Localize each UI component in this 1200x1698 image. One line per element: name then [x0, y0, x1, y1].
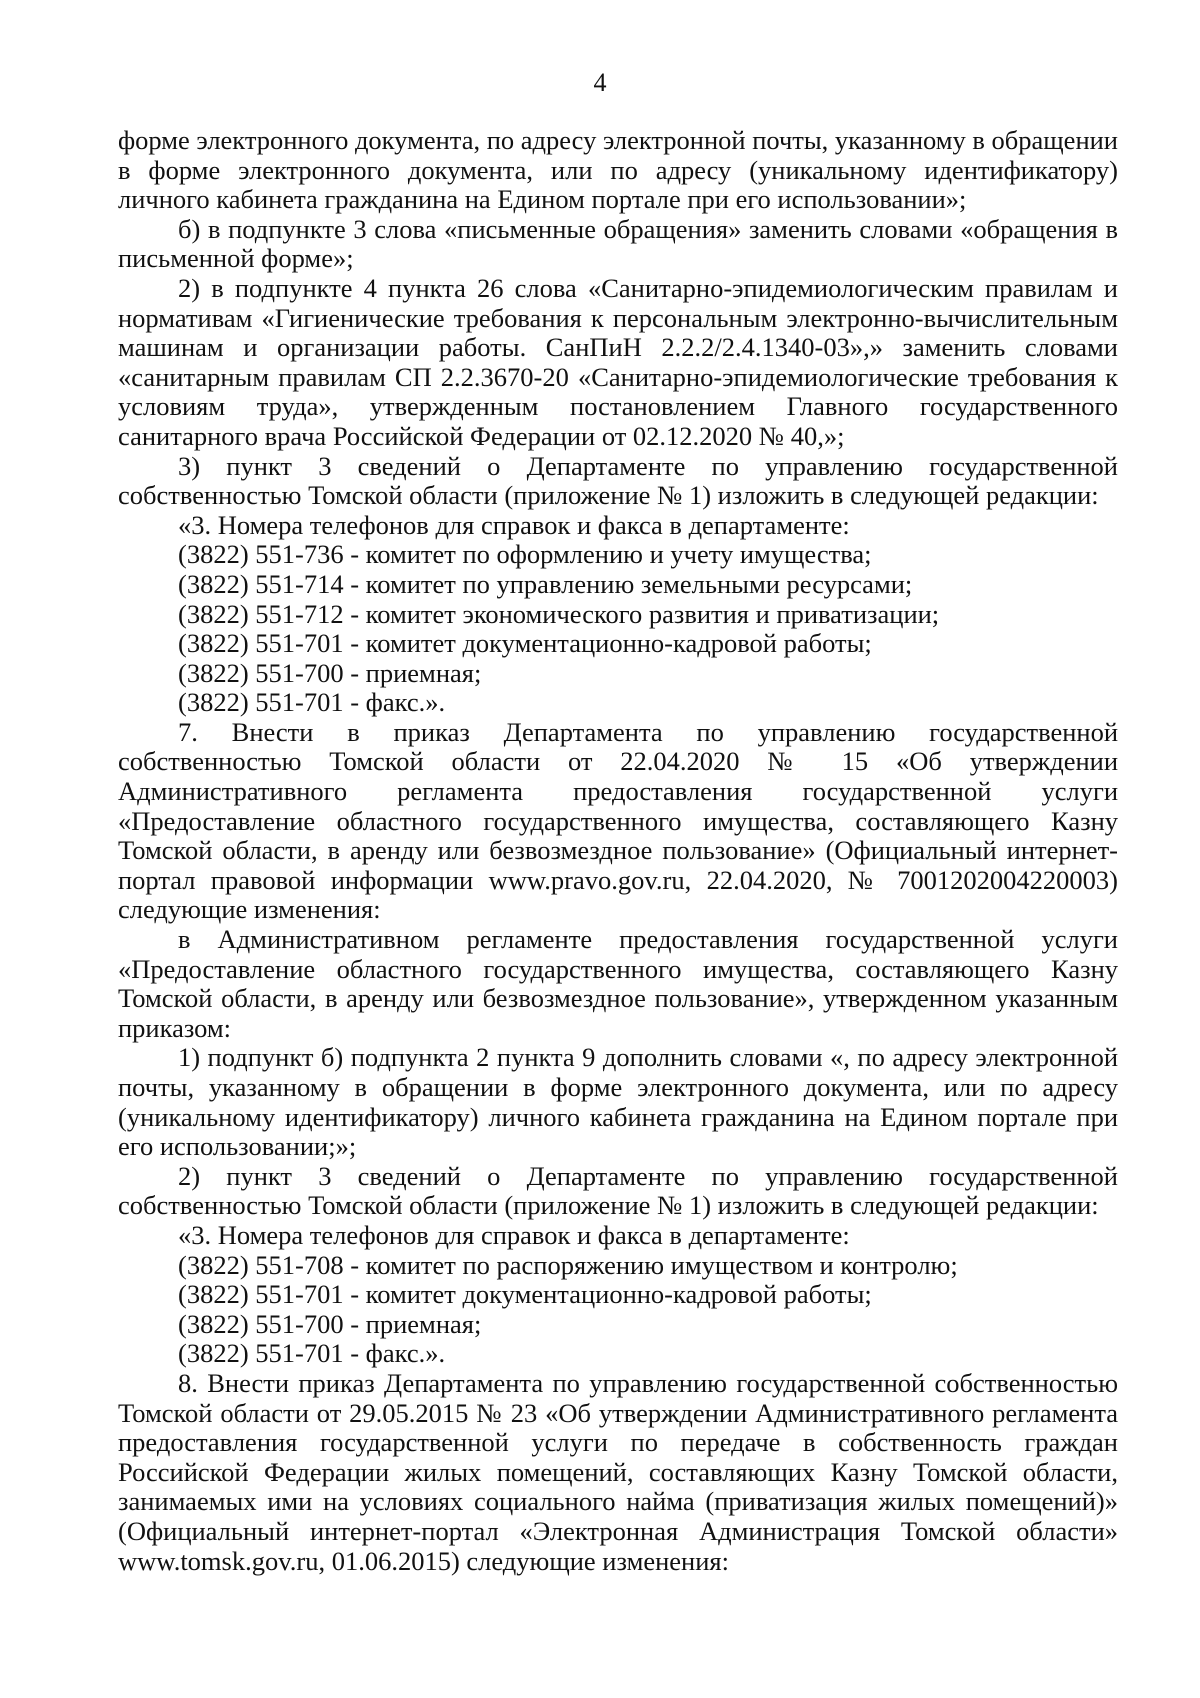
phone-line: (3822) 551-700 - приемная;	[178, 1308, 482, 1339]
paragraph: форме электронного документа, по адресу электронной почты, указанному в обращении в форме электронного документа, или по адресу (уникальному идентификатору) личного кабинета гражданина на Едином портале при его использовании»;	[118, 125, 1118, 215]
paragraph: 7. Внести в приказ Департамента по управлению государственной собственностью Томской области от 22.04.2020 № 15 «Об утверждении Административного регламента предоставления государственной услуги «Предоставление областного государственного имущества, составляющего Казну Томской области, в аренду или безвозмездное пользование» (Официальный интернет-портал правовой информации www.pravo.gov.ru, 22.04.2020, № 7001202004220003) следующие изменения:	[118, 716, 1118, 925]
paragraph: 2) пункт 3 сведений о Департаменте по управлению государственной собственностью Томской области (приложение № 1) изложить в следующей редакции:	[118, 1160, 1118, 1221]
document-body	[118, 126, 1118, 1576]
phone-line: «3. Номера телефонов для справок и факса в департаменте:	[178, 509, 850, 540]
paragraph: б) в подпункте 3 слова «письменные обращения» заменить словами «обращения в письменной форме»;	[118, 213, 1118, 274]
phone-line: (3822) 551-701 - комитет документационно-кадровой работы;	[178, 1279, 872, 1310]
paragraph: 8. Внести приказ Департамента по управлению государственной собственностью Томской области от 29.05.2015 № 23 «Об утверждении Административного регламента предоставления государственной услуги по передаче в собственность граждан Российской Федерации жилых помещений, составляющих Казну Томской области, занимаемых ими на условиях социального найма (приватизация жилых помещений)» (Официальный интернет-портал «Электронная Администрация Томской области» www.tomsk.gov.ru, 01.06.2015) следующие изменения:	[118, 1367, 1118, 1576]
phone-line: (3822) 551-708 - комитет по распоряжению имуществом и контролю;	[178, 1249, 958, 1280]
phone-line: (3822) 551-701 - комитет документационно-кадровой работы;	[178, 628, 872, 659]
phone-line: (3822) 551-701 - факс.».	[178, 1338, 446, 1369]
phone-line: (3822) 551-700 - приемная;	[178, 657, 482, 688]
paragraph: 1) подпункт б) подпункта 2 пункта 9 дополнить словами «, по адресу электронной почты, указанному в обращении в форме электронного документа, или по адресу (уникальному идентификатору) личного кабинета гражданина на Едином портале при его использовании;»;	[118, 1042, 1118, 1162]
phone-line: «3. Номера телефонов для справок и факса в департаменте:	[178, 1219, 850, 1250]
phone-line: (3822) 551-712 - комитет экономического развития и приватизации;	[178, 598, 940, 629]
phone-line: (3822) 551-736 - комитет по оформлению и учету имущества;	[178, 539, 872, 570]
paragraph: 2) в подпункте 4 пункта 26 слова «Санитарно-эпидемиологическим правилам и нормативам «Гигиенические требования к персональным электронно-вычислительным машинам и организации работы. СанПиН 2.2.2/2.4.1340-03»,» заменить словами «санитарным правилам СП 2.2.3670-20 «Санитарно-эпидемиологические требования к условиям труда», утвержденным постановлением Главного государственного санитарного врача Российской Федерации от 02.12.2020 № 40,»;	[118, 272, 1118, 451]
page-number: 4	[593, 68, 607, 97]
phone-line: (3822) 551-701 - факс.».	[178, 687, 446, 718]
paragraph: 3) пункт 3 сведений о Департаменте по управлению государственной собственностью Томской области (приложение № 1) изложить в следующей редакции:	[118, 450, 1118, 511]
phone-line: (3822) 551-714 - комитет по управлению земельными ресурсами;	[178, 568, 913, 599]
paragraph: в Административном регламенте предоставления государственной услуги «Предоставление областного государственного имущества, составляющего Казну Томской области, в аренду или безвозмездное пользование», утвержденном указанным приказом:	[118, 924, 1118, 1043]
